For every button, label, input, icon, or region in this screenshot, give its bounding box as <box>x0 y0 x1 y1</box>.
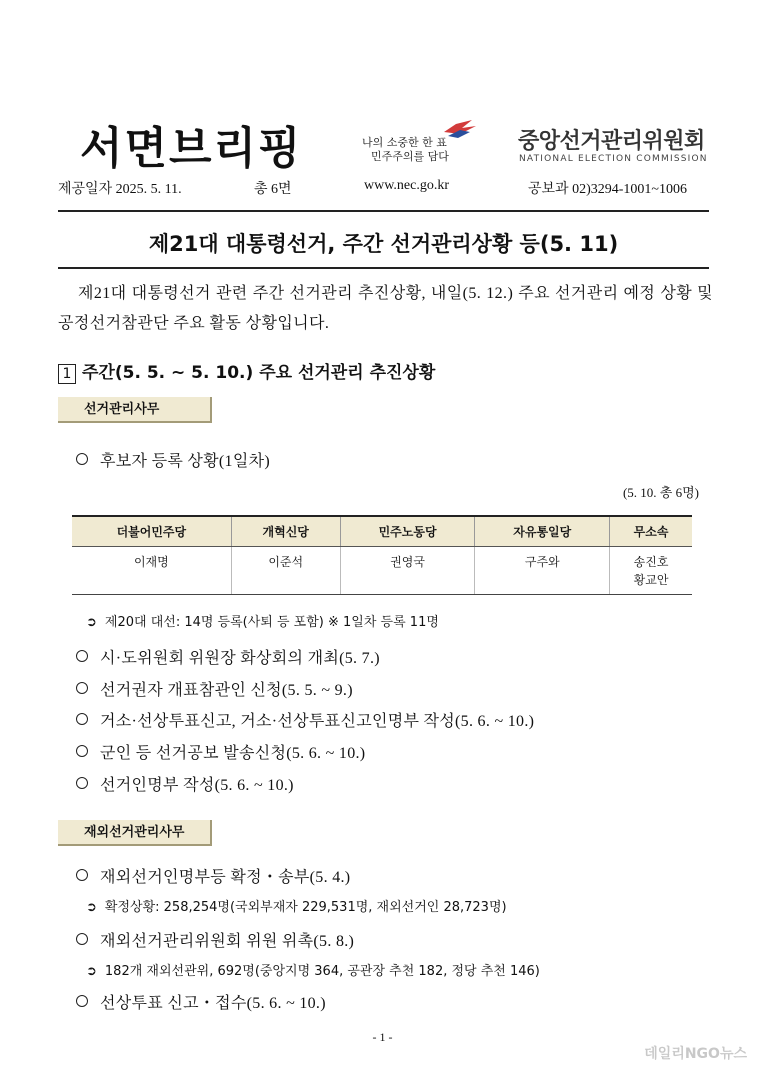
brief-title: 서면브리핑 <box>80 123 303 174</box>
table-cell <box>610 547 692 595</box>
circle-bullet-icon <box>76 650 88 662</box>
section-title: 주간(5. 5. ~ 5. 10.) 주요 선거관리 추진상황 <box>82 363 436 383</box>
slogan <box>362 136 449 164</box>
circle-bullet-icon <box>76 453 88 465</box>
bullet-text: 재외선거관리위원회 위원 위촉(5. 8.) <box>100 933 355 950</box>
bullet-item <box>76 677 353 700</box>
table-cell: 이재명 <box>72 547 231 595</box>
bullet-item <box>76 772 294 795</box>
org-name: 중앙선거관리위원회 <box>518 129 705 154</box>
circle-bullet-icon <box>76 713 88 725</box>
bullet-text: 선상투표 신고・접수(5. 6. ~ 10.) <box>100 995 326 1012</box>
bullet-text: 거소·선상투표신고, 거소·선상투표신고인명부 작성(5. 6. ~ 10.) <box>100 713 535 730</box>
sub-note <box>86 896 507 915</box>
sub-text: 제20대 대선: 14명 등록(사퇴 등 포함) ※ 1일차 등록 11명 <box>104 615 439 630</box>
table-row <box>72 547 692 595</box>
bullet-text: 선거권자 개표참관인 신청(5. 5. ~ 9.) <box>100 682 353 699</box>
circle-bullet-icon <box>76 777 88 789</box>
table-header: 무소속 <box>610 516 692 547</box>
issue-date: 제공일자 2025. 5. 11. <box>58 182 182 197</box>
bullet-text: 재외선거인명부등 확정・송부(5. 4.) <box>100 869 351 886</box>
tag-overseas-election: 재외선거관리사무 <box>58 820 212 846</box>
table-header: 개혁신당 <box>231 516 340 547</box>
circle-bullet-icon <box>76 682 88 694</box>
intro-paragraph: 제21대 대통령선거 관련 주간 선거관리 추진상황, 내일(5. 12.) 주요 선거관리 예정 상황 및 공정선거참관단 주요 활동 상황입니다. <box>58 285 713 332</box>
headline: 제21대 대통령선거, 주간 선거관리상황 등(5. 11) <box>148 232 619 256</box>
bullet-item <box>76 990 326 1013</box>
table-header-row <box>72 516 692 547</box>
page-count: 총 6면 <box>254 182 292 197</box>
section-number: 1 <box>58 364 76 384</box>
sub-text: 182개 재외선관위, 692명(중앙지명 364, 공관장 추천 182, 정당 추천 146) <box>104 964 540 979</box>
table-header: 더불어민주당 <box>72 516 231 547</box>
org-name-en: NATIONAL ELECTION COMMISSION <box>519 154 708 164</box>
section-heading <box>58 358 435 384</box>
bullet-text: 군인 등 선거공보 발송신청(5. 6. ~ 10.) <box>100 745 366 762</box>
slogan-line2: 민주주의를 담다 <box>371 150 449 163</box>
circle-bullet-icon <box>76 869 88 881</box>
bullet-item <box>76 928 354 951</box>
candidate-name: 황교안 <box>633 573 669 587</box>
contact-info: 공보과 02)3294-1001~1006 <box>528 182 687 197</box>
sub-text: 확정상황: 258,254명(국외부재자 229,531명, 재외선거인 28,723명) <box>104 900 507 915</box>
circle-bullet-icon <box>76 745 88 757</box>
bullet-candidates <box>76 448 270 471</box>
table-header: 민주노동당 <box>340 516 475 547</box>
sub-note-20th <box>86 611 439 630</box>
circle-bullet-icon <box>76 933 88 945</box>
tag-election-management: 선거관리사무 <box>58 397 212 423</box>
table-date: (5. 10. 총 6명) <box>622 485 699 500</box>
bullet-text: 후보자 등록 상황(1일차) <box>100 453 270 470</box>
sub-note <box>86 960 540 979</box>
table-cell: 권영국 <box>340 547 475 595</box>
divider-bottom <box>58 267 709 269</box>
circle-bullet-icon <box>76 995 88 1007</box>
table-cell: 구주와 <box>475 547 610 595</box>
candidate-table <box>72 515 692 595</box>
watermark: 데일리NGO뉴스 <box>644 1046 747 1062</box>
bullet-item <box>76 740 365 763</box>
table-header: 자유통일당 <box>475 516 610 547</box>
arrow-bullet-icon: ➲ <box>86 964 97 979</box>
bullet-item <box>76 708 534 731</box>
arrow-bullet-icon: ➲ <box>86 615 97 630</box>
bullet-text: 시·도위원회 위원장 화상회의 개최(5. 7.) <box>100 650 380 667</box>
bullet-item <box>76 864 350 887</box>
candidate-name: 송진호 <box>633 555 669 569</box>
bullet-item <box>76 645 380 668</box>
arrow-bullet-icon: ➲ <box>86 900 97 915</box>
bullet-text: 선거인명부 작성(5. 6. ~ 10.) <box>100 777 294 794</box>
slogan-line1: 나의 소중한 한 표 <box>362 136 447 149</box>
page-number: - 1 - <box>372 1030 393 1044</box>
website-link[interactable]: www.nec.go.kr <box>364 178 450 193</box>
divider-top <box>58 210 709 212</box>
table-cell: 이준석 <box>231 547 340 595</box>
